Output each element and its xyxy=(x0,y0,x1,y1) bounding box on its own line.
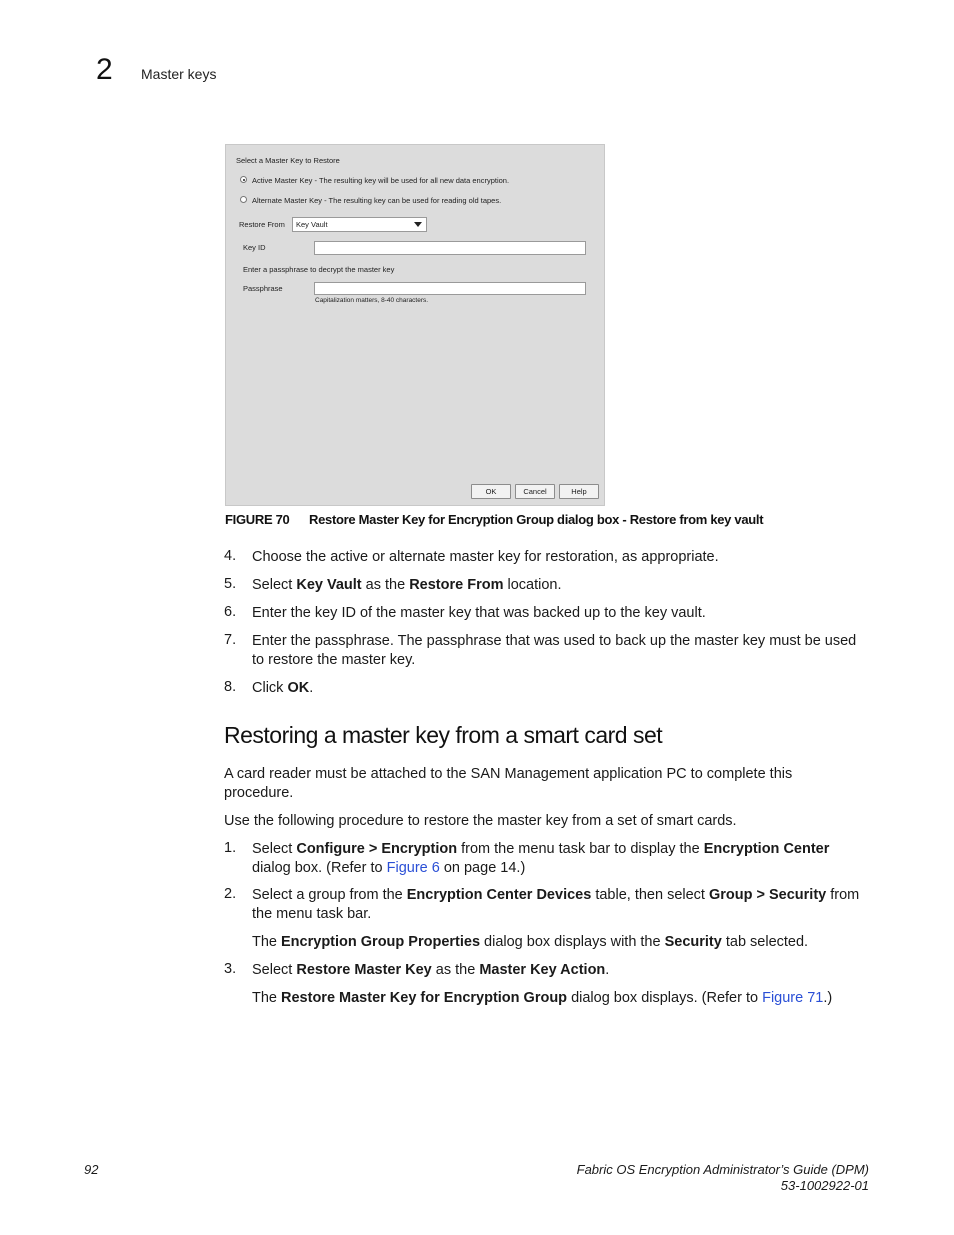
step-number: 5. xyxy=(224,576,237,592)
passphrase-label: Passphrase xyxy=(243,284,283,293)
figure-71-link[interactable]: Figure 71 xyxy=(762,990,824,1006)
step-number: 2. xyxy=(224,886,237,902)
figure-caption-text: Restore Master Key for Encryption Group dialog box - Restore from key vault xyxy=(309,512,764,527)
step-note: The Encryption Group Properties dialog box displays with the Security tab selected. xyxy=(252,934,809,950)
doc-number: 53-1002922-01 xyxy=(780,1178,869,1193)
alternate-master-key-label: Alternate Master Key - The resulting key can be used for reading old tapes. xyxy=(252,196,502,205)
help-button[interactable]: Help xyxy=(559,484,599,499)
step-number: 8. xyxy=(224,679,237,695)
chevron-down-icon xyxy=(414,222,422,227)
alternate-master-key-radio[interactable] xyxy=(240,196,247,203)
section-heading: Restoring a master key from a smart card set xyxy=(224,722,663,748)
figure-6-link[interactable]: Figure 6 xyxy=(386,860,440,876)
step-number: 3. xyxy=(224,961,237,977)
step-text: Select Key Vault as the Restore From location. xyxy=(252,577,562,593)
step-number: 4. xyxy=(224,548,237,564)
doc-title: Fabric OS Encryption Administrator’s Guide (DPM) xyxy=(576,1162,869,1177)
passphrase-hint: Capitalization matters, 8-40 characters. xyxy=(315,297,429,304)
intro-paragraph: A card reader must be attached to the SAN Management application PC to complete this procedure. xyxy=(224,766,793,801)
key-id-label: Key ID xyxy=(243,243,266,252)
restore-master-key-dialog xyxy=(225,144,605,506)
figure-label: FIGURE 70 xyxy=(225,512,290,527)
step-text: Select Restore Master Key as the Master Key Action. xyxy=(252,962,610,978)
intro-paragraph: Use the following procedure to restore the master key from a set of smart cards. xyxy=(224,813,737,829)
page-number: 92 xyxy=(84,1162,99,1177)
restore-from-label: Restore From xyxy=(239,220,285,229)
chapter-number: 2 xyxy=(96,53,113,86)
ok-button[interactable]: OK xyxy=(471,484,511,499)
restore-from-value: Key Vault xyxy=(296,220,328,229)
figure-caption xyxy=(225,512,763,527)
step-text: Select Configure > Encryption from the menu task bar to display the Encryption Center dialog box. (Refer to Figure 6 on page 14.) xyxy=(252,841,830,876)
restore-from-select[interactable] xyxy=(292,217,427,232)
key-id-input[interactable] xyxy=(314,241,586,255)
step-number: 7. xyxy=(224,632,237,648)
step-number: 6. xyxy=(224,604,237,620)
passphrase-input[interactable] xyxy=(314,282,586,295)
step-text: Click OK. xyxy=(252,680,314,696)
footer-doc-info xyxy=(577,1162,869,1194)
step-text: Enter the key ID of the master key that was backed up to the key vault. xyxy=(252,605,706,621)
step-text: Select a group from the Encryption Center Devices table, then select Group > Security from the menu task bar. xyxy=(252,887,860,922)
passphrase-prompt: Enter a passphrase to decrypt the master key xyxy=(243,265,395,274)
chapter-title: Master keys xyxy=(141,66,217,82)
step-text: Choose the active or alternate master key for restoration, as appropriate. xyxy=(252,549,719,565)
step-number: 1. xyxy=(224,840,237,856)
step-note: The Restore Master Key for Encryption Group dialog box displays. (Refer to Figure 71.) xyxy=(252,990,833,1006)
active-master-key-label: Active Master Key - The resulting key will be used for all new data encryption. xyxy=(252,176,510,185)
dialog-heading: Select a Master Key to Restore xyxy=(236,156,340,165)
active-master-key-radio[interactable] xyxy=(240,176,247,183)
cancel-button[interactable]: Cancel xyxy=(515,484,555,499)
step-text: Enter the passphrase. The passphrase that was used to back up the master key must be used to restore the master key. xyxy=(252,633,857,668)
